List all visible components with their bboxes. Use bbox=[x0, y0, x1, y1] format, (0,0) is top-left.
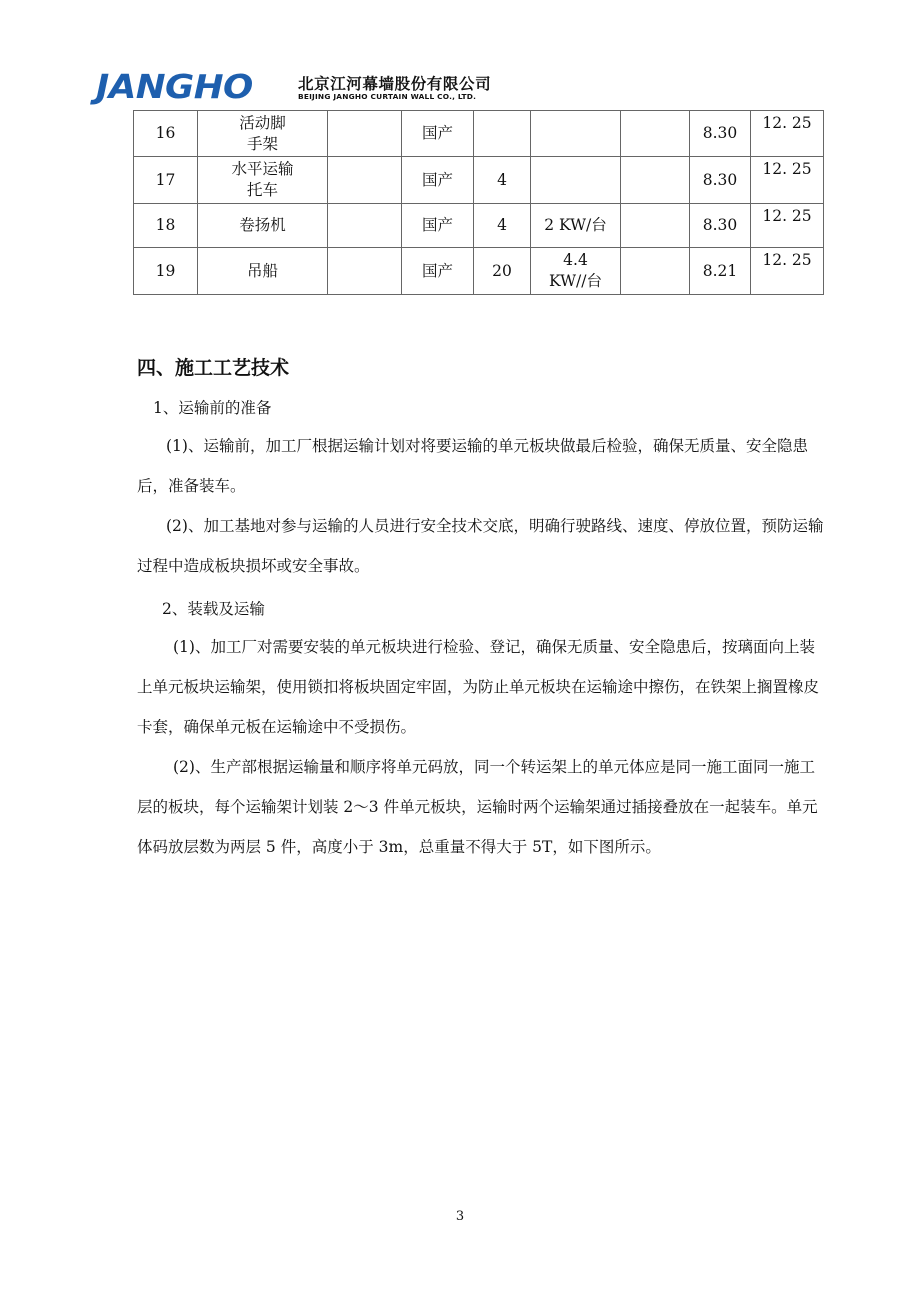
section-heading: 四、施工工艺技术 bbox=[137, 357, 290, 379]
cell-date-in: 8.30 bbox=[690, 204, 751, 248]
paragraph-4: (2)、生产部根据运输量和顺序将单元码放，同一个转运架上的单元体应是同一施工面同一施工层的板块，每个运输架计划装 2～3 件单元板块，运输时两个运输架通过插接叠放在一起装车。单元体码放层数为两层 5 件，高度小于 3m，总重量不得大于 5T，如下图所示。 bbox=[137, 758, 818, 856]
cell-qty: 20 bbox=[474, 248, 531, 295]
equipment-table bbox=[133, 110, 824, 295]
cell-no: 16 bbox=[134, 111, 198, 157]
cell-origin: 国产 bbox=[402, 157, 474, 204]
cell-date-out: 12. 25 bbox=[751, 204, 824, 248]
cell-c7 bbox=[621, 248, 690, 295]
table-row bbox=[134, 248, 824, 295]
cell-spec bbox=[328, 248, 402, 295]
paragraph-1: (1)、运输前，加工厂根据运输计划对将要运输的单元板块做最后检验，确保无质量、安全隐患后，准备装车。 bbox=[137, 437, 808, 495]
cell-power bbox=[531, 111, 621, 157]
company-name-cn: 北京江河幕墙股份有限公司 bbox=[298, 75, 492, 93]
cell-origin: 国产 bbox=[402, 248, 474, 295]
cell-no: 18 bbox=[134, 204, 198, 248]
subsection-title-2: 2、装载及运输 bbox=[162, 600, 265, 618]
cell-name: 吊船 bbox=[198, 248, 328, 295]
cell-origin: 国产 bbox=[402, 111, 474, 157]
cell-c7 bbox=[621, 204, 690, 248]
cell-date-out: 12. 25 bbox=[751, 248, 824, 295]
table-row bbox=[134, 157, 824, 204]
page-number: 3 bbox=[455, 1209, 465, 1224]
cell-spec bbox=[328, 157, 402, 204]
company-name-en: BEIJING JANGHO CURTAIN WALL CO., LTD. bbox=[298, 92, 477, 101]
cell-c7 bbox=[621, 157, 690, 204]
paragraph-3: (1)、加工厂对需要安装的单元板块进行检验、登记，确保无质量、安全隐患后，按璃面向上装上单元板块运输架，使用锁扣将板块固定牢固，为防止单元板块在运输途中擦伤，在铁架上搁置橡皮卡套，确保单元板在运输途中不受损伤。 bbox=[137, 638, 820, 736]
cell-power: 4.4 KW//台 bbox=[531, 248, 621, 295]
cell-qty: 4 bbox=[474, 204, 531, 248]
table-row bbox=[134, 204, 824, 248]
cell-no: 17 bbox=[134, 157, 198, 204]
cell-spec bbox=[328, 204, 402, 248]
cell-name: 活动脚 手架 bbox=[198, 111, 328, 157]
cell-name: 卷扬机 bbox=[198, 204, 328, 248]
cell-power bbox=[531, 157, 621, 204]
subsection-title-1: 1、运输前的准备 bbox=[153, 399, 272, 417]
cell-spec bbox=[328, 111, 402, 157]
table-row bbox=[134, 111, 824, 157]
cell-date-in: 8.21 bbox=[690, 248, 751, 295]
paragraph-2: (2)、加工基地对参与运输的人员进行安全技术交底，明确行驶路线、速度、停放位置，预防运输过程中造成板块损坏或安全事故。 bbox=[137, 517, 824, 575]
cell-qty: 4 bbox=[474, 157, 531, 204]
cell-name: 水平运输 托车 bbox=[198, 157, 328, 204]
cell-date-out: 12. 25 bbox=[751, 111, 824, 157]
cell-no: 19 bbox=[134, 248, 198, 295]
cell-date-in: 8.30 bbox=[690, 111, 751, 157]
company-logo: JANGHO bbox=[96, 67, 253, 106]
cell-date-out: 12. 25 bbox=[751, 157, 824, 204]
company-header bbox=[96, 67, 506, 106]
cell-origin: 国产 bbox=[402, 204, 474, 248]
cell-date-in: 8.30 bbox=[690, 157, 751, 204]
cell-qty bbox=[474, 111, 531, 157]
cell-c7 bbox=[621, 111, 690, 157]
cell-power: 2 KW/台 bbox=[531, 204, 621, 248]
